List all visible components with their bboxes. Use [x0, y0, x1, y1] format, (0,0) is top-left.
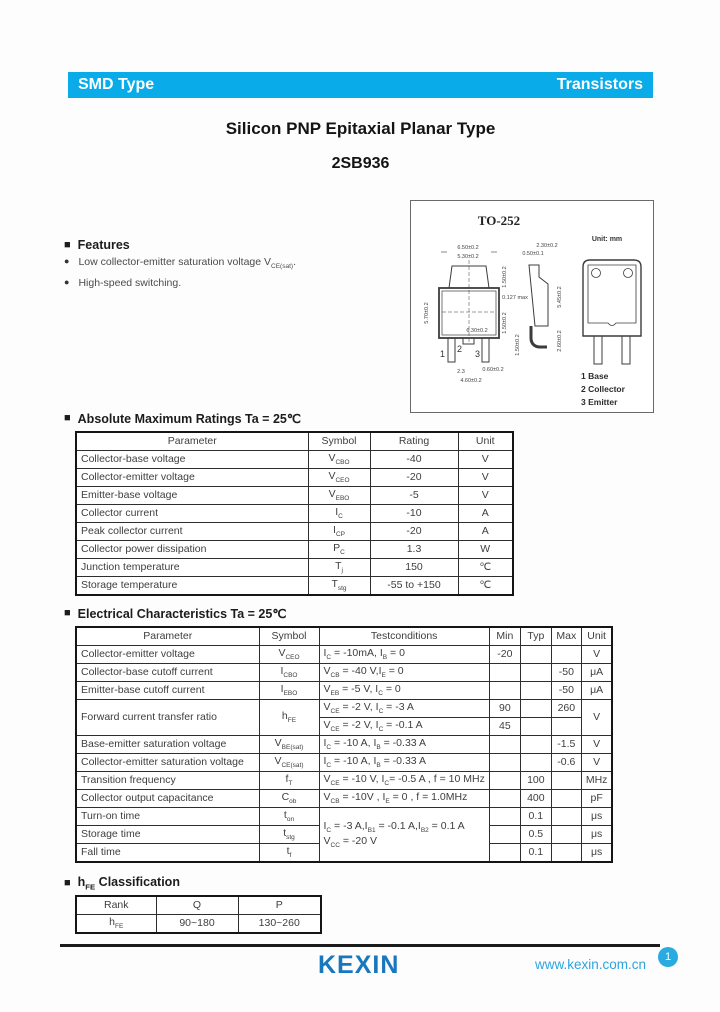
header-bar [68, 72, 653, 98]
cell-symbol: $t_f$ [259, 844, 319, 863]
feature-text: High-speed switching. [78, 277, 182, 290]
cell-max: 260 [551, 700, 581, 718]
cell-typ: 0.1 [520, 808, 551, 826]
cell-symbol: $P_C$ [308, 541, 370, 559]
dim-label: 1.50±0.2 [502, 266, 508, 288]
table-row [76, 700, 612, 718]
cell-min: -20 [489, 646, 520, 664]
cell-max: -50 [551, 664, 581, 682]
cell-typ [520, 664, 551, 682]
header-right-label: Transistors [556, 76, 643, 93]
dim-label: 2.60±0.2 [557, 330, 563, 352]
cell-unit: A [458, 523, 513, 541]
cell-typ [520, 754, 551, 772]
dim-label: 4.60±0.2 [460, 378, 482, 384]
package-outline-svg [411, 201, 651, 410]
dim-label: 2.3 [457, 369, 465, 375]
pin-legend: 1 Base [581, 371, 609, 381]
col-header: Unit [581, 627, 612, 646]
col-header: Rating [370, 432, 458, 451]
features-heading [64, 238, 130, 252]
features-heading-label: Features [77, 238, 130, 252]
cell-unit: V [581, 646, 612, 664]
cell-typ: 0.5 [520, 826, 551, 844]
cell-condition: $I_C = -10mA$, $I_B = 0$ [319, 646, 489, 664]
cell-unit: A [458, 505, 513, 523]
cell-symbol: $I_{CP}$ [308, 523, 370, 541]
cell-symbol: $t_{on}$ [259, 808, 319, 826]
cell-unit: V [458, 487, 513, 505]
cell-min [489, 736, 520, 754]
pin-number: 3 [475, 349, 481, 359]
bullet-icon: ● [64, 277, 70, 288]
abs-max-heading [64, 411, 301, 426]
table-header-row [76, 896, 321, 915]
cell-condition: $V_{CB} = -10V$ , $I_E = 0$ , f = 1.0MHz [319, 790, 489, 808]
cell-symbol: $T_j$ [308, 559, 370, 577]
table-header-row [76, 432, 513, 451]
cell-parameter: Peak collector current [76, 523, 308, 541]
cell-rating: -10 [370, 505, 458, 523]
col-header: Q [156, 896, 238, 915]
shared-condition-line: $V_{CC} = -20$ V [323, 834, 377, 849]
cell-typ [520, 736, 551, 754]
table-row [76, 682, 612, 700]
dim-label: 5.70±0.2 [424, 302, 430, 324]
dim-label: 6.30±0.2 [466, 328, 488, 334]
cell-condition: $V_{CE} = -2$ V, $I_C = -0.1$ A [319, 718, 489, 736]
cell-parameter: Base-emitter saturation voltage [76, 736, 259, 754]
pin-legend: 3 Emitter [581, 397, 618, 407]
pin-number: 2 [457, 344, 463, 354]
cell-min: 90 [489, 700, 520, 718]
cell-condition: $I_C = -10$ A, $I_B = -0.33$ A [319, 754, 489, 772]
cell-unit: ℃ [458, 559, 513, 577]
cell-parameter: Junction temperature [76, 559, 308, 577]
cell-condition: $I_C = -10$ A, $I_B = -0.33$ A [319, 736, 489, 754]
section-square-icon: ■ [64, 238, 71, 251]
cell-rating: 1.3 [370, 541, 458, 559]
cell-rating: -55 to +150 [370, 577, 458, 596]
cell-typ [520, 682, 551, 700]
cell-parameter: Transition frequency [76, 772, 259, 790]
table-row [76, 754, 612, 772]
cell-symbol: $I_{EBO}$ [259, 682, 319, 700]
cell-q-range: 90~180 [156, 915, 238, 934]
cell-symbol: $h_{FE}$ [259, 700, 319, 736]
cell-unit: MHz [581, 772, 612, 790]
page-title: Silicon PNP Epitaxial Planar Type [225, 119, 496, 138]
cell-shared-condition [319, 808, 489, 863]
cell-parameter: Collector-emitter voltage [76, 469, 308, 487]
cell-typ [520, 718, 551, 736]
table-row [76, 915, 321, 934]
cell-unit: μA [581, 682, 612, 700]
shared-condition-line: $I_C = -3$ $A,I_{B1} = -0.1$ $A,I_{B2} = 0.1$ A [323, 819, 465, 835]
cell-min [489, 844, 520, 863]
cell-unit: V [458, 451, 513, 469]
list-item [64, 256, 394, 270]
col-header: Symbol [259, 627, 319, 646]
cell-parameter: Turn-on time [76, 808, 259, 826]
hfe-classification-table [75, 895, 322, 934]
cell-symbol: $f_T$ [259, 772, 319, 790]
cell-parameter: Collector-emitter saturation voltage [76, 754, 259, 772]
elec-char-heading [64, 606, 286, 621]
cell-min [489, 682, 520, 700]
cell-symbol: $T_{stg}$ [308, 577, 370, 596]
cell-min [489, 772, 520, 790]
cell-rating: -20 [370, 469, 458, 487]
table-row [76, 451, 513, 469]
cell-symbol: $t_{stg}$ [259, 826, 319, 844]
cell-max [551, 772, 581, 790]
section-square-icon: ■ [64, 607, 71, 619]
cell-p-range: 130~260 [238, 915, 321, 934]
cell-rating: 150 [370, 559, 458, 577]
table-row [76, 577, 513, 596]
cell-symbol: $C_{ob}$ [259, 790, 319, 808]
cell-typ [520, 700, 551, 718]
cell-unit: μs [581, 826, 612, 844]
section-square-icon: ■ [64, 412, 71, 424]
cell-parameter: Collector-base cutoff current [76, 664, 259, 682]
cell-unit: ℃ [458, 577, 513, 596]
cell-unit: μs [581, 808, 612, 826]
feature-text: Low collector-emitter saturation voltage $V_{CE(sat)}$. [78, 256, 296, 271]
cell-parameter: Collector output capacitance [76, 790, 259, 808]
cell-unit: W [458, 541, 513, 559]
list-item [64, 277, 394, 289]
col-header: P [238, 896, 321, 915]
package-drawing-box [410, 200, 654, 413]
page-number-badge: 1 [658, 947, 678, 967]
table-row [76, 808, 612, 826]
cell-max [551, 808, 581, 826]
section-square-icon: ■ [64, 876, 71, 889]
cell-max: -1.5 [551, 736, 581, 754]
cell-typ: 0.1 [520, 844, 551, 863]
cell-parameter: Collector-emitter voltage [76, 646, 259, 664]
cell-unit: V [458, 469, 513, 487]
cell-condition: $V_{CE} = -2$ V, $I_C = -3$ A [319, 700, 489, 718]
cell-unit: μA [581, 664, 612, 682]
cell-symbol: $I_{CBO}$ [259, 664, 319, 682]
cell-parameter: Emitter-base voltage [76, 487, 308, 505]
cell-parameter: Collector current [76, 505, 308, 523]
features-list [64, 256, 394, 296]
cell-typ: 100 [520, 772, 551, 790]
cell-rating: -5 [370, 487, 458, 505]
cell-parameter: Fall time [76, 844, 259, 863]
table-row [76, 523, 513, 541]
col-header: Unit [458, 432, 513, 451]
elec-char-heading-label: Electrical Characteristics Ta = 25℃ [77, 607, 287, 621]
dim-label: 5.30±0.2 [457, 254, 479, 260]
cell-max [551, 844, 581, 863]
col-header: Symbol [308, 432, 370, 451]
cell-unit: V [581, 700, 612, 736]
footer-divider [60, 944, 660, 947]
table-row [76, 559, 513, 577]
cell-parameter: Storage time [76, 826, 259, 844]
cell-max [551, 826, 581, 844]
website-link[interactable]: www.kexin.com.cn [534, 957, 646, 972]
cell-symbol: $V_{CE(sat)}$ [259, 754, 319, 772]
hfe-class-heading [64, 875, 180, 892]
dim-label: 6.50±0.2 [457, 245, 479, 251]
package-unit-note: Unit: mm [591, 236, 623, 243]
dim-label: 0.127 max [502, 295, 528, 301]
cell-condition: $V_{EB} = -5$ V, $I_C = 0$ [319, 682, 489, 700]
cell-unit: V [581, 754, 612, 772]
cell-symbol: $V_{CEO}$ [308, 469, 370, 487]
cell-unit: pF [581, 790, 612, 808]
cell-max [551, 718, 581, 736]
abs-max-table [75, 431, 514, 596]
cell-symbol: $V_{CBO}$ [308, 451, 370, 469]
dim-label: 1.50±0.2 [502, 312, 508, 334]
cell-parameter: Forward current transfer ratio [76, 700, 259, 736]
abs-max-heading-label: Absolute Maximum Ratings Ta = 25℃ [77, 412, 301, 426]
table-row [76, 646, 612, 664]
dim-label: 2.30±0.2 [536, 243, 558, 249]
dim-label: 5.45±0.2 [557, 286, 563, 308]
cell-rank: $h_{FE}$ [76, 915, 156, 934]
col-header: Testconditions [319, 627, 489, 646]
cell-max: -0.6 [551, 754, 581, 772]
col-header: Rank [76, 896, 156, 915]
table-row [76, 772, 612, 790]
cell-unit: V [581, 736, 612, 754]
table-row [76, 505, 513, 523]
hfe-class-heading-label: $h_{FE}$ Classification [77, 875, 180, 892]
cell-min [489, 664, 520, 682]
cell-max [551, 790, 581, 808]
col-header: Parameter [76, 627, 259, 646]
dim-label: 0.50±0.1 [522, 251, 544, 257]
table-row [76, 487, 513, 505]
cell-symbol: $V_{BE(sat)}$ [259, 736, 319, 754]
cell-min [489, 826, 520, 844]
cell-condition: $V_{CB} = -40$ $V,I_E = 0$ [319, 664, 489, 682]
dim-label: 0.60±0.2 [482, 367, 504, 373]
cell-min [489, 808, 520, 826]
cell-unit: μs [581, 844, 612, 863]
cell-typ [520, 646, 551, 664]
package-name: TO-252 [477, 213, 521, 228]
col-header: Parameter [76, 432, 308, 451]
part-number: 2SB936 [331, 155, 390, 172]
cell-symbol: $I_C$ [308, 505, 370, 523]
cell-condition: $V_{CE} = -10$ V, $I_C= -0.5$ A , f = 10 MHz [319, 772, 489, 790]
cell-symbol: $V_{EBO}$ [308, 487, 370, 505]
col-header: Max [551, 627, 581, 646]
kexin-logo: KEXIN [318, 951, 400, 979]
header-left-label: SMD Type [78, 76, 155, 93]
pin-number: 1 [440, 349, 446, 359]
cell-max: -50 [551, 682, 581, 700]
table-header-row [76, 627, 612, 646]
dim-label: 1.50±0.2 [515, 334, 521, 356]
col-header: Min [489, 627, 520, 646]
cell-max [551, 646, 581, 664]
cell-min [489, 790, 520, 808]
table-row [76, 541, 513, 559]
cell-parameter: Collector-base voltage [76, 451, 308, 469]
electrical-characteristics-table [75, 626, 613, 863]
col-header: Typ [520, 627, 551, 646]
cell-parameter: Storage temperature [76, 577, 308, 596]
table-row [76, 664, 612, 682]
cell-min [489, 754, 520, 772]
pin-legend: 2 Collector [581, 384, 625, 394]
cell-symbol: $V_{CEO}$ [259, 646, 319, 664]
cell-min: 45 [489, 718, 520, 736]
cell-typ: 400 [520, 790, 551, 808]
cell-parameter: Collector power dissipation [76, 541, 308, 559]
bullet-icon: ● [64, 256, 70, 266]
table-row [76, 469, 513, 487]
cell-parameter: Emitter-base cutoff current [76, 682, 259, 700]
cell-rating: -40 [370, 451, 458, 469]
table-row [76, 790, 612, 808]
table-row [76, 736, 612, 754]
cell-rating: -20 [370, 523, 458, 541]
